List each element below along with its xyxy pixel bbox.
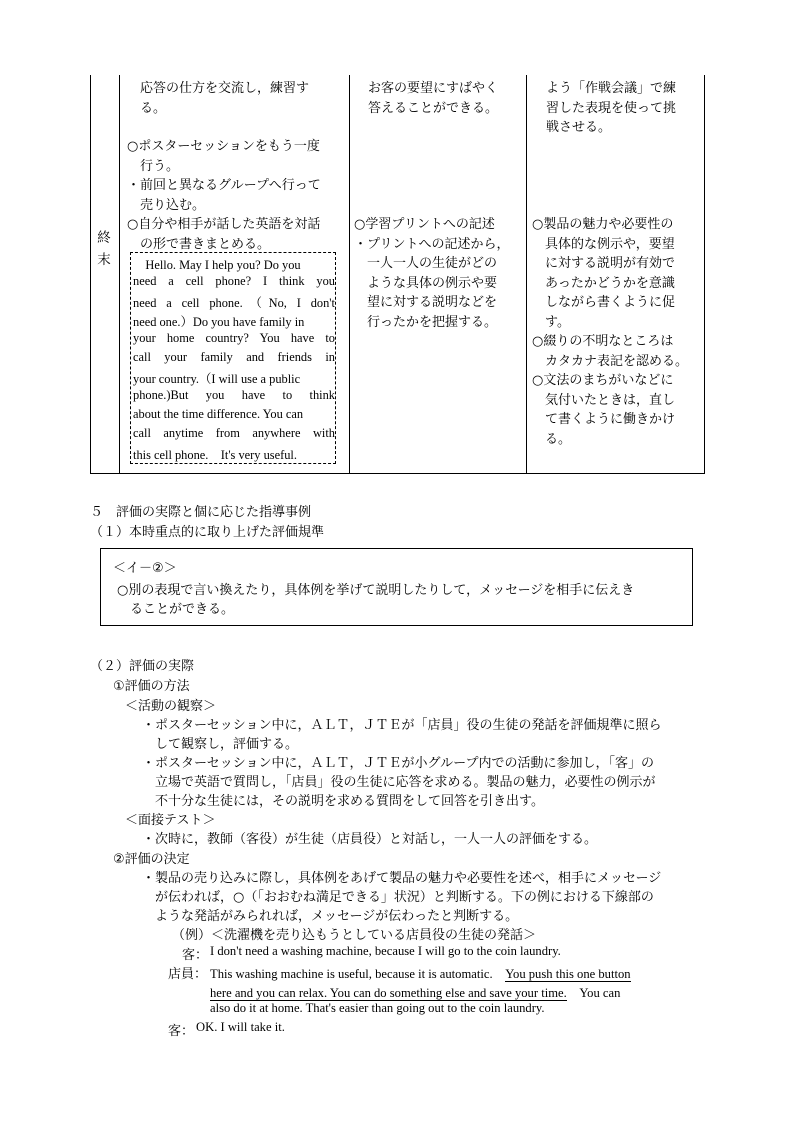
criteria-text: ることができる。 — [117, 602, 235, 617]
list-item: ○自分や相手が話した英語を対話 — [127, 217, 321, 232]
dialogue-line: I don't need a washing machine, because I will go to the coin laundry. — [210, 944, 561, 958]
list-item: ・前回と異なるグループへ行って — [127, 178, 321, 193]
evaluation-cell: お客の要望にすばやく 答えることができる。 — [368, 81, 499, 116]
list-item: 気付いたときは，直し — [532, 392, 676, 408]
list-item: 一人一人の生徒がどの — [354, 256, 498, 271]
stage-label: 終 末 — [97, 230, 111, 268]
list-item: 具体的な例示や，要望 — [532, 236, 675, 252]
text-line: して観察し，評価する。 — [142, 737, 299, 752]
dialogue-line: need a cell phone? I think you — [133, 274, 335, 288]
criteria-box — [100, 548, 693, 626]
list-item: カタカナ表記を認める。 — [532, 353, 689, 369]
speaker-label: 店員： — [168, 967, 208, 982]
list-item: る。 — [532, 431, 572, 447]
column-divider — [526, 75, 527, 473]
section-heading: ５ 評価の実際と個に応じた指導事例 — [90, 505, 312, 520]
list-item: ・プリントへの記述から， — [354, 236, 510, 252]
dialogue-line: this cell phone. It's very useful. — [133, 448, 297, 462]
list-item: ような具体の例示や要 — [354, 275, 498, 291]
list-item: あったかどうかを意識 — [532, 275, 675, 291]
underlined-phrase: here and you can relax. You can do something else and save your time. — [210, 986, 567, 1000]
text-line: ・ポスターセッション中に，ＡＬＴ，ＪＴＥが「店員」役の生徒の発話を評価規準に照ら — [142, 718, 662, 733]
decision-heading: ②評価の決定 — [113, 852, 190, 867]
list-item: て書くように働きかけ — [532, 412, 676, 427]
support-list — [532, 215, 702, 449]
dialogue-line: OK. I will take it. — [196, 1020, 285, 1034]
list-item: しながら書くように促 — [532, 295, 676, 310]
underlined-phrase: You push this one button — [505, 967, 631, 981]
text-line: 不十分な生徒には，その説明を求める質問をして回答を引き出す。 — [142, 794, 544, 809]
activity-cell: 応答の仕方を交流し，練習す る。 — [127, 81, 310, 116]
example-heading: （例）＜洗濯機を売り込もうとしている店員役の生徒の発話＞ — [172, 928, 537, 943]
text-line: ・製品の売り込みに際し，具体例をあげて製品の魅力や必要性を述べ，相手にメッセージ — [142, 871, 662, 886]
dialogue-line: also do it at home. That's easier than going out to the coin laundry. — [210, 1001, 545, 1015]
dialogue-line: your home country? You have to — [133, 331, 335, 345]
text-line: ・次時に，教師（客役）が生徒（店員役）と対話し，一人一人の評価をする。 — [142, 832, 598, 847]
support-cell: よう「作戦会議」で練 習した表現を使って挑 戦させる。 — [546, 81, 677, 135]
list-item: ○文法のまちがいなどに — [532, 373, 674, 388]
dialogue-line: need a cell phone.（No, I don't — [133, 296, 335, 310]
dialogue-line: call anytime from anywhere with — [133, 426, 335, 440]
list-item: に対する説明が有効で — [532, 256, 676, 271]
list-item: 行う。 — [127, 158, 180, 174]
criteria-title: ＜イ－②＞ — [113, 561, 177, 576]
list-item: ○ポスターセッションをもう一度 — [127, 139, 320, 154]
criteria-text: ○別の表現で言い換えたり，具体例を挙げて説明したりして，メッセージを相手に伝えき — [117, 583, 635, 598]
list-item: す。 — [532, 314, 570, 330]
dialogue-line: your country.（I will use a public — [133, 372, 301, 386]
observation-heading: ＜活動の観察＞ — [125, 699, 217, 714]
dialogue-line: call your family and friends in — [133, 350, 335, 364]
dialogue-line: about the time difference. You can — [133, 407, 304, 421]
activity-list — [127, 137, 347, 254]
dialogue-line: need one.）Do you have family in — [133, 315, 305, 329]
sample-dialogue-box — [130, 252, 336, 464]
interview-heading: ＜面接テスト＞ — [125, 813, 216, 828]
text-line: 立場で英語で質問し，「店員」役の生徒に応答を求める。製品の魅力，必要性の例示が — [142, 775, 656, 790]
dialogue-line: This washing machine is useful, because it is automatic. You push this one button — [210, 967, 631, 981]
list-item: ○学習プリントへの記述 — [354, 217, 495, 232]
dialogue-line: here and you can relax. You can do something else and save your time. You can — [210, 986, 621, 1000]
list-item: ○製品の魅力や必要性の — [532, 217, 674, 232]
text-line: が伝われば，○（「おおむね満足できる」状況）と判断する。下の例における下線部の — [142, 890, 654, 905]
speaker-label: 客： — [168, 1024, 195, 1039]
text-line: ・ポスターセッション中に，ＡＬＴ，ＪＴＥが小グループ内での活動に参加し，「客」の — [142, 756, 654, 771]
column-divider — [119, 75, 120, 473]
column-divider — [349, 75, 350, 473]
dialogue-line: Hello. May I help you? Do you — [133, 258, 301, 272]
list-item: 行ったかを把握する。 — [354, 314, 498, 330]
subsection-heading: （１）本時重点的に取り上げた評価規準 — [90, 525, 325, 540]
list-item: ○綴りの不明なところは — [532, 334, 674, 349]
evaluation-list — [354, 215, 524, 332]
list-item: の形で書きまとめる。 — [127, 236, 271, 252]
speaker-label: 客： — [182, 948, 209, 963]
list-item: 売り込む。 — [127, 197, 206, 213]
text-line: ような発話がみられれば，メッセージが伝わったと判断する。 — [142, 909, 519, 924]
lesson-plan-table — [90, 75, 705, 474]
list-item: 望に対する説明などを — [354, 295, 498, 310]
dialogue-line: phone.)But you have to think — [133, 388, 335, 402]
method-heading: ①評価の方法 — [113, 679, 190, 694]
subsection-heading: （２）評価の実際 — [90, 659, 195, 674]
